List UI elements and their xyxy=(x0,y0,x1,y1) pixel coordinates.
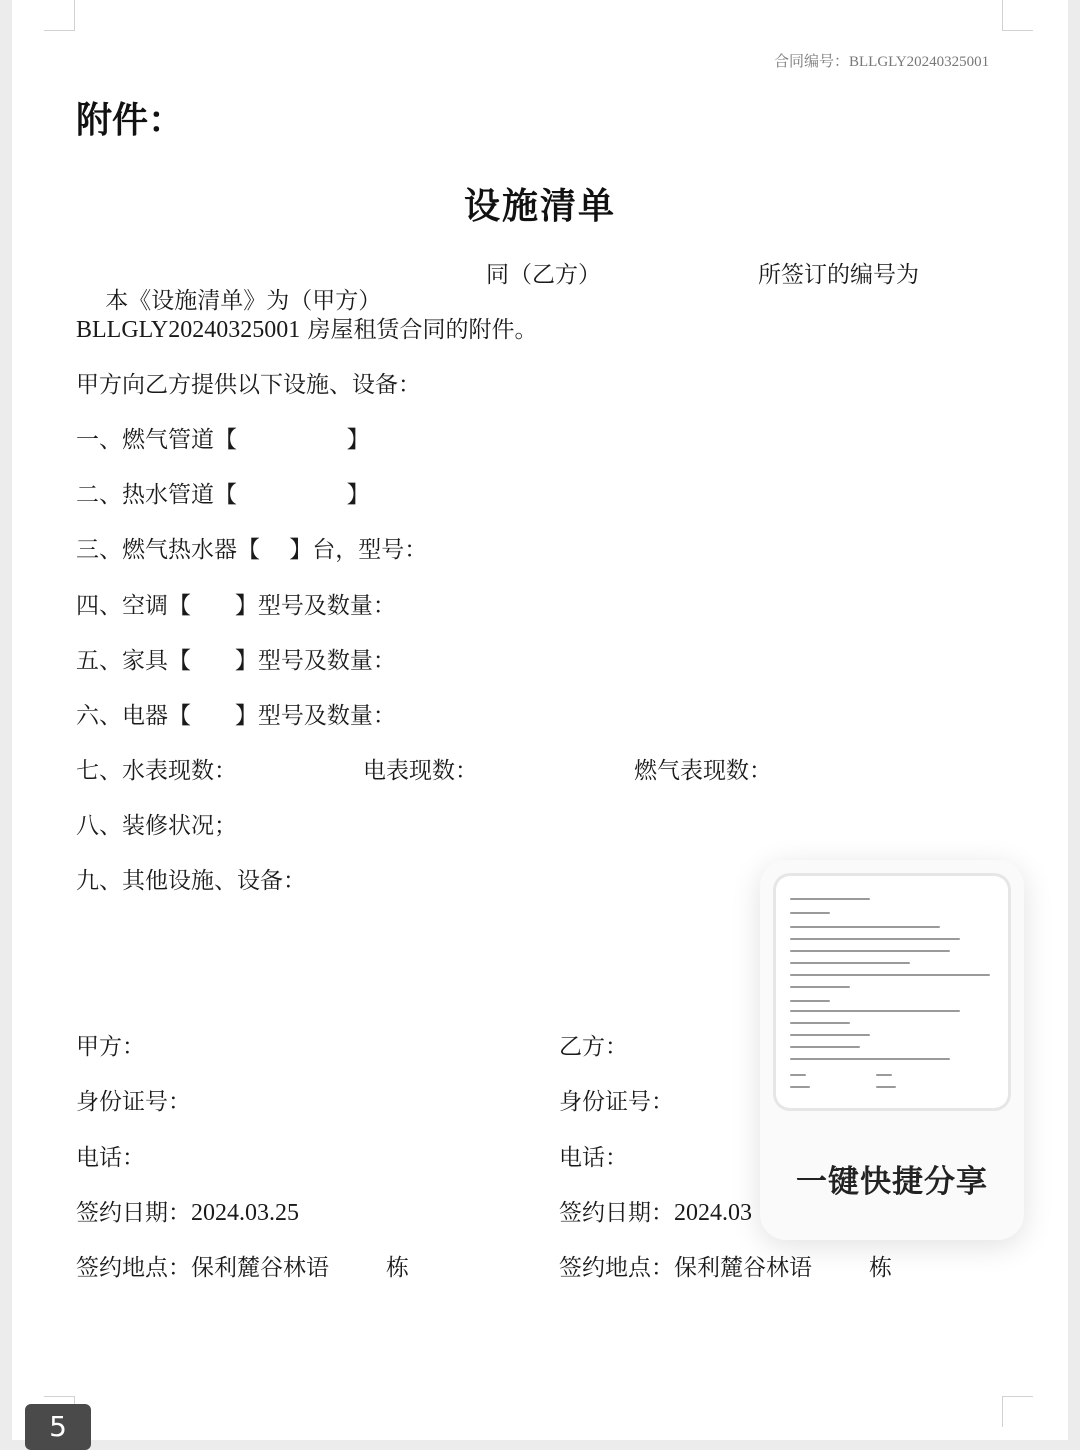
list-item-furniture: 五、家具【 】型号及数量： xyxy=(76,648,396,674)
party-a-place-suffix: 栋 xyxy=(386,1255,409,1281)
quick-share-label[interactable]: 一键快捷分享 xyxy=(796,1164,988,1200)
party-a-date-label: 签约日期： xyxy=(76,1200,191,1226)
party-b-phone: 电话： xyxy=(559,1145,628,1171)
party-b-date-label: 签约日期： xyxy=(559,1200,674,1226)
intro-part-a: 本《设施清单》为（甲方） xyxy=(105,288,382,314)
intro-part-c: 所签订的编号为 xyxy=(758,262,919,288)
list-item-other: 九、其他设施、设备： xyxy=(76,868,306,894)
party-a-place xyxy=(76,1249,496,1281)
intro-part-b: 同（乙方） xyxy=(486,262,601,288)
intro-contract-line xyxy=(76,311,538,344)
party-b-place xyxy=(559,1249,979,1281)
page-title: 设施清单 xyxy=(463,186,616,227)
page-number-badge: 5 xyxy=(25,1404,91,1450)
crop-mark xyxy=(1002,0,1033,31)
party-b-date xyxy=(559,1194,752,1227)
list-item-air-conditioner: 四、空调【 】型号及数量： xyxy=(76,593,396,619)
quick-share-card[interactable] xyxy=(760,860,1024,1240)
party-a-place-label: 签约地点：保利麓谷林语 xyxy=(76,1255,329,1281)
page-thumbnail-preview[interactable] xyxy=(776,876,1008,1108)
intro-provide-line: 甲方向乙方提供以下设施、设备： xyxy=(76,372,421,398)
crop-mark xyxy=(1002,1396,1033,1427)
gas-meter-label: 燃气表现数： xyxy=(634,758,772,784)
party-a-name: 甲方： xyxy=(76,1034,145,1060)
list-item-decoration: 八、装修状况； xyxy=(76,813,237,839)
water-meter-label: 七、水表现数： xyxy=(76,758,237,784)
party-b-date-value: 2024.03 xyxy=(674,1200,752,1226)
electric-meter-label: 电表现数： xyxy=(363,758,478,784)
contract-code: BLLGLY20240325001 xyxy=(76,317,301,343)
party-b-id: 身份证号： xyxy=(559,1089,674,1115)
party-a-date-value: 2024.03.25 xyxy=(191,1200,299,1226)
crop-mark xyxy=(44,0,75,31)
party-a-id: 身份证号： xyxy=(76,1089,191,1115)
party-a-phone: 电话： xyxy=(76,1145,145,1171)
contract-number: 合同编号：BLLGLY20240325001 xyxy=(774,54,990,70)
party-b-place-suffix: 栋 xyxy=(869,1255,892,1281)
list-item-gas-heater: 三、燃气热水器【 】台，型号： xyxy=(76,537,428,563)
party-b-place-label: 签约地点：保利麓谷林语 xyxy=(559,1255,812,1281)
meter-readings-line xyxy=(76,752,976,784)
list-item-hot-water-pipe: 二、热水管道【 】 xyxy=(76,482,370,508)
attachment-heading: 附件： xyxy=(76,100,185,141)
party-a-date xyxy=(76,1194,299,1227)
party-b-name: 乙方： xyxy=(559,1034,628,1060)
intro-contract-text: 房屋租赁合同的附件。 xyxy=(300,317,538,343)
list-item-gas-pipe: 一、燃气管道【 】 xyxy=(76,427,370,453)
list-item-appliances: 六、电器【 】型号及数量： xyxy=(76,703,396,729)
